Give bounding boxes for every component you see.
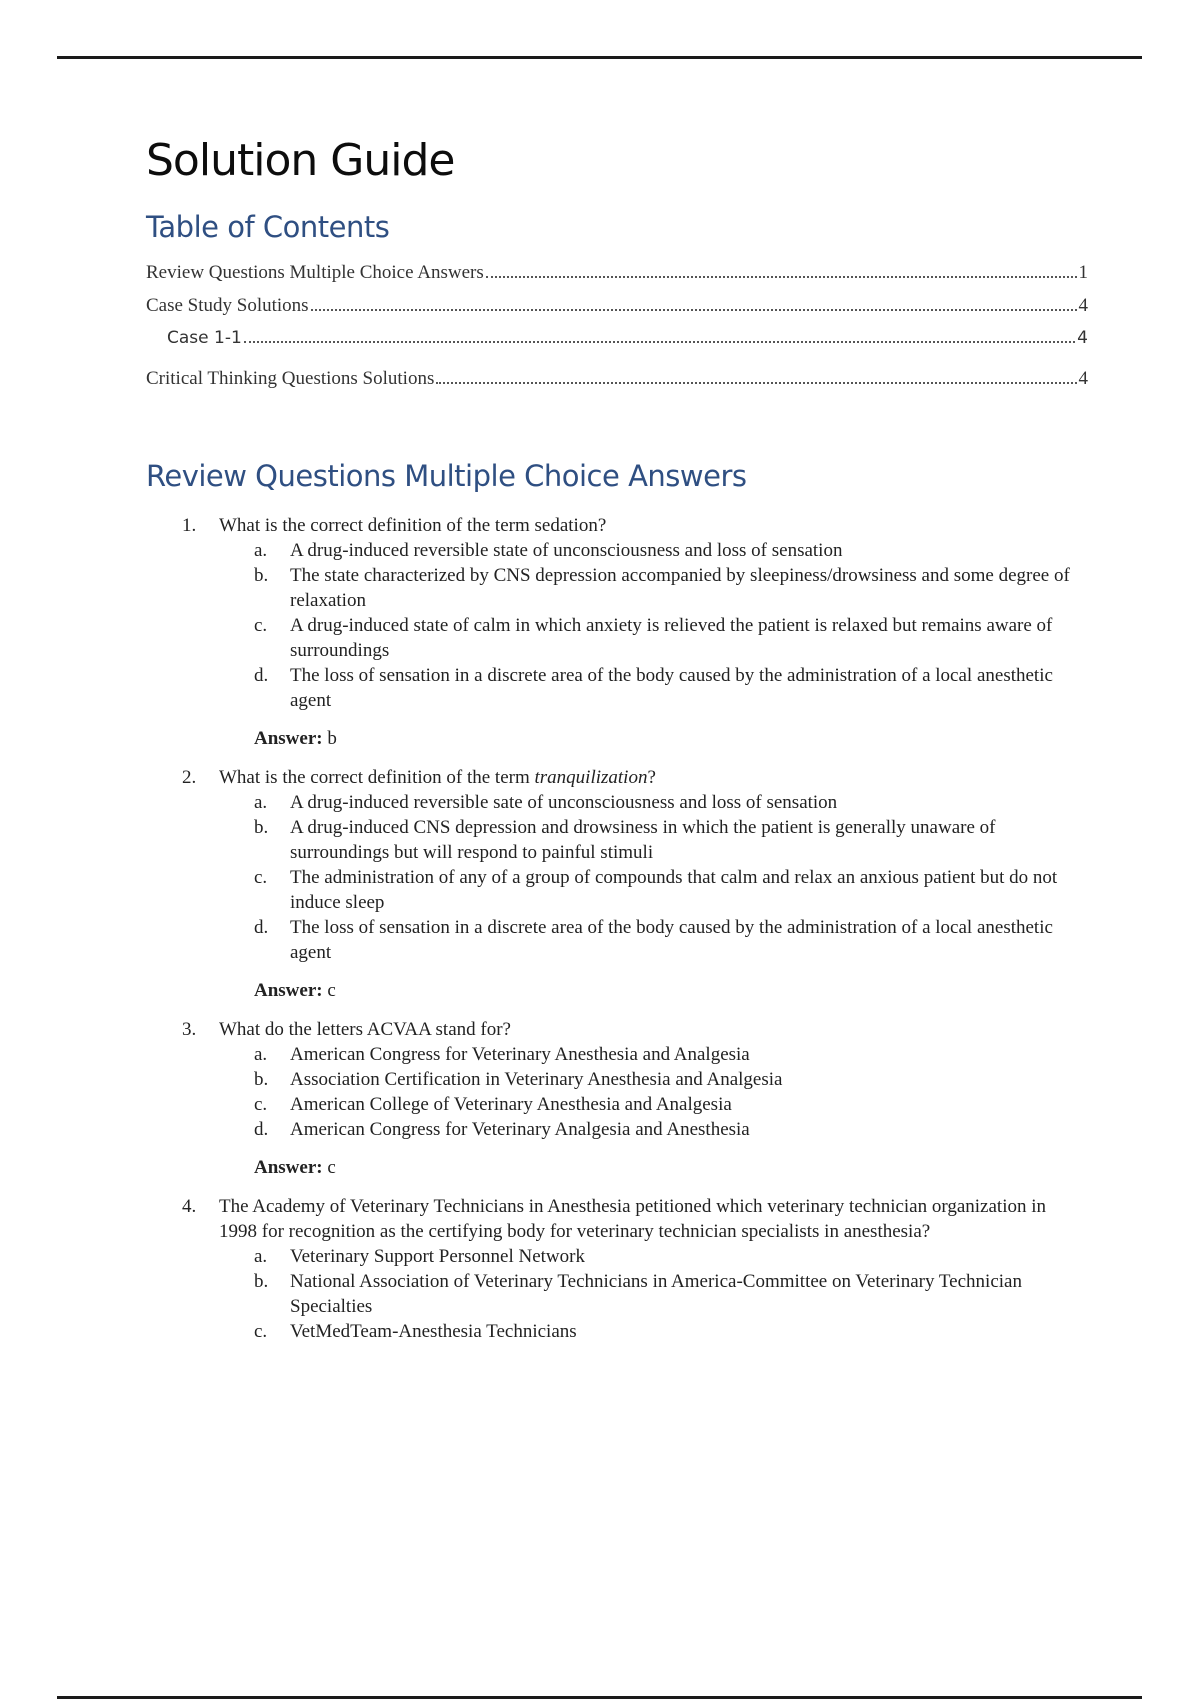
toc-entry-page: 4 [1078, 367, 1088, 389]
question-text [219, 765, 1088, 790]
toc-entry-label: Review Questions Multiple Choice Answers [146, 261, 484, 283]
answer-label: Answer: [254, 979, 323, 1001]
option-list [254, 1042, 1088, 1142]
document-title: Solution Guide [146, 135, 455, 186]
option-b [254, 563, 1088, 613]
option-letter: a. [254, 539, 268, 561]
toc-entry-page: 4 [1077, 327, 1088, 348]
option-c [254, 865, 1088, 915]
toc-leader-dots [311, 308, 1077, 311]
option-b [254, 1269, 1088, 1319]
option-text: The administration of any of a group of compounds that calm and relax an anxious patient but do not induce sleep [290, 866, 1058, 913]
question-text: The Academy of Veterinary Technicians in Anesthesia petitioned which veterinary technician organization in 1998 for recognition as the certifying body for veterinary technician specialists in anesthesia? [219, 1195, 1047, 1242]
toc-heading: Table of Contents [146, 209, 390, 244]
option-c [254, 1092, 1088, 1117]
question-text-prefix: What is the correct definition of the term [219, 766, 535, 788]
option-list [254, 1244, 1088, 1344]
toc-leader-dots [436, 381, 1076, 384]
section-heading: Review Questions Multiple Choice Answers [146, 458, 747, 493]
option-b [254, 815, 1088, 865]
question-text: What do the letters ACVAA stand for? [219, 1018, 511, 1040]
option-d [254, 663, 1088, 713]
option-text: A drug-induced state of calm in which anxiety is relieved the patient is relaxed but remains aware of surroundings [290, 614, 1053, 661]
option-letter: d. [254, 916, 269, 938]
question-number: 1. [182, 514, 197, 536]
option-text: A drug-induced reversible state of unconsciousness and loss of sensation [290, 539, 843, 561]
option-letter: b. [254, 1068, 269, 1090]
option-d [254, 915, 1088, 965]
question-text-suffix: ? [647, 766, 656, 788]
option-text: A drug-induced CNS depression and drowsiness in which the patient is generally unaware of surroundings but will respond to painful stimuli [290, 816, 996, 863]
table-of-contents [146, 262, 1088, 401]
option-letter: c. [254, 614, 268, 636]
option-list [254, 538, 1088, 713]
question-4 [146, 1194, 1088, 1344]
option-text: American Congress for Veterinary Analgesia and Anesthesia [290, 1118, 750, 1140]
question-list [146, 513, 1088, 1344]
answer-label: Answer: [254, 1156, 323, 1178]
footer-rule [57, 1696, 1142, 1699]
answer-line [254, 1155, 1088, 1180]
option-letter: d. [254, 664, 269, 686]
toc-entry-case-1-1[interactable] [146, 328, 1088, 361]
toc-entry-label: Case Study Solutions [146, 294, 309, 316]
question-2 [146, 765, 1088, 1003]
answer-line [254, 726, 1088, 751]
toc-entry-review-questions[interactable] [146, 262, 1088, 295]
option-text: National Association of Veterinary Technicians in America-Committee on Veterinary Technician Specialties [290, 1270, 1022, 1317]
option-text: The loss of sensation in a discrete area of the body caused by the administration of a local anesthetic agent [290, 916, 1053, 963]
option-text: American College of Veterinary Anesthesia and Analgesia [290, 1093, 732, 1115]
answer-value: c [327, 979, 336, 1001]
option-a [254, 538, 1088, 563]
toc-entry-page: 4 [1078, 294, 1088, 316]
option-letter: a. [254, 791, 268, 813]
toc-entry-critical-thinking[interactable] [146, 368, 1088, 401]
toc-entry-page: 1 [1078, 261, 1088, 283]
option-a [254, 1244, 1088, 1269]
question-text: What is the correct definition of the term sedation? [219, 514, 607, 536]
question-number: 4. [182, 1195, 197, 1217]
option-letter: d. [254, 1118, 269, 1140]
answer-value: c [327, 1156, 336, 1178]
question-3 [146, 1017, 1088, 1180]
question-number: 2. [182, 766, 197, 788]
option-d [254, 1117, 1088, 1142]
option-text: Association Certification in Veterinary Anesthesia and Analgesia [290, 1068, 783, 1090]
question-text-emphasis: tranquilization [534, 766, 648, 788]
option-c [254, 1319, 1088, 1344]
option-letter: c. [254, 1320, 268, 1342]
document-page [146, 135, 1088, 1358]
option-text: VetMedTeam-Anesthesia Technicians [290, 1320, 577, 1342]
option-b [254, 1067, 1088, 1092]
answer-value: b [327, 727, 337, 749]
option-letter: c. [254, 866, 268, 888]
answer-label: Answer: [254, 727, 323, 749]
question-1 [146, 513, 1088, 751]
option-letter: c. [254, 1093, 268, 1115]
toc-entry-case-study[interactable] [146, 295, 1088, 328]
toc-leader-dots [486, 275, 1077, 278]
toc-entry-label: Critical Thinking Questions Solutions [146, 367, 435, 389]
option-a [254, 790, 1088, 815]
question-number: 3. [182, 1018, 197, 1040]
option-c [254, 613, 1088, 663]
header-rule [57, 56, 1142, 59]
option-text: American Congress for Veterinary Anesthesia and Analgesia [290, 1043, 750, 1065]
option-letter: b. [254, 1270, 269, 1292]
option-text: A drug-induced reversible sate of unconsciousness and loss of sensation [290, 791, 838, 813]
option-letter: b. [254, 816, 269, 838]
answer-line [254, 978, 1088, 1003]
option-text: The loss of sensation in a discrete area of the body caused by the administration of a local anesthetic agent [290, 664, 1053, 711]
toc-leader-dots [244, 340, 1075, 343]
toc-entry-label: Case 1-1 [167, 327, 242, 348]
option-text: The state characterized by CNS depression accompanied by sleepiness/drowsiness and some degree of relaxation [290, 564, 1070, 611]
option-letter: b. [254, 564, 269, 586]
option-letter: a. [254, 1043, 268, 1065]
option-a [254, 1042, 1088, 1067]
option-text: Veterinary Support Personnel Network [290, 1245, 585, 1267]
option-letter: a. [254, 1245, 268, 1267]
option-list [254, 790, 1088, 965]
